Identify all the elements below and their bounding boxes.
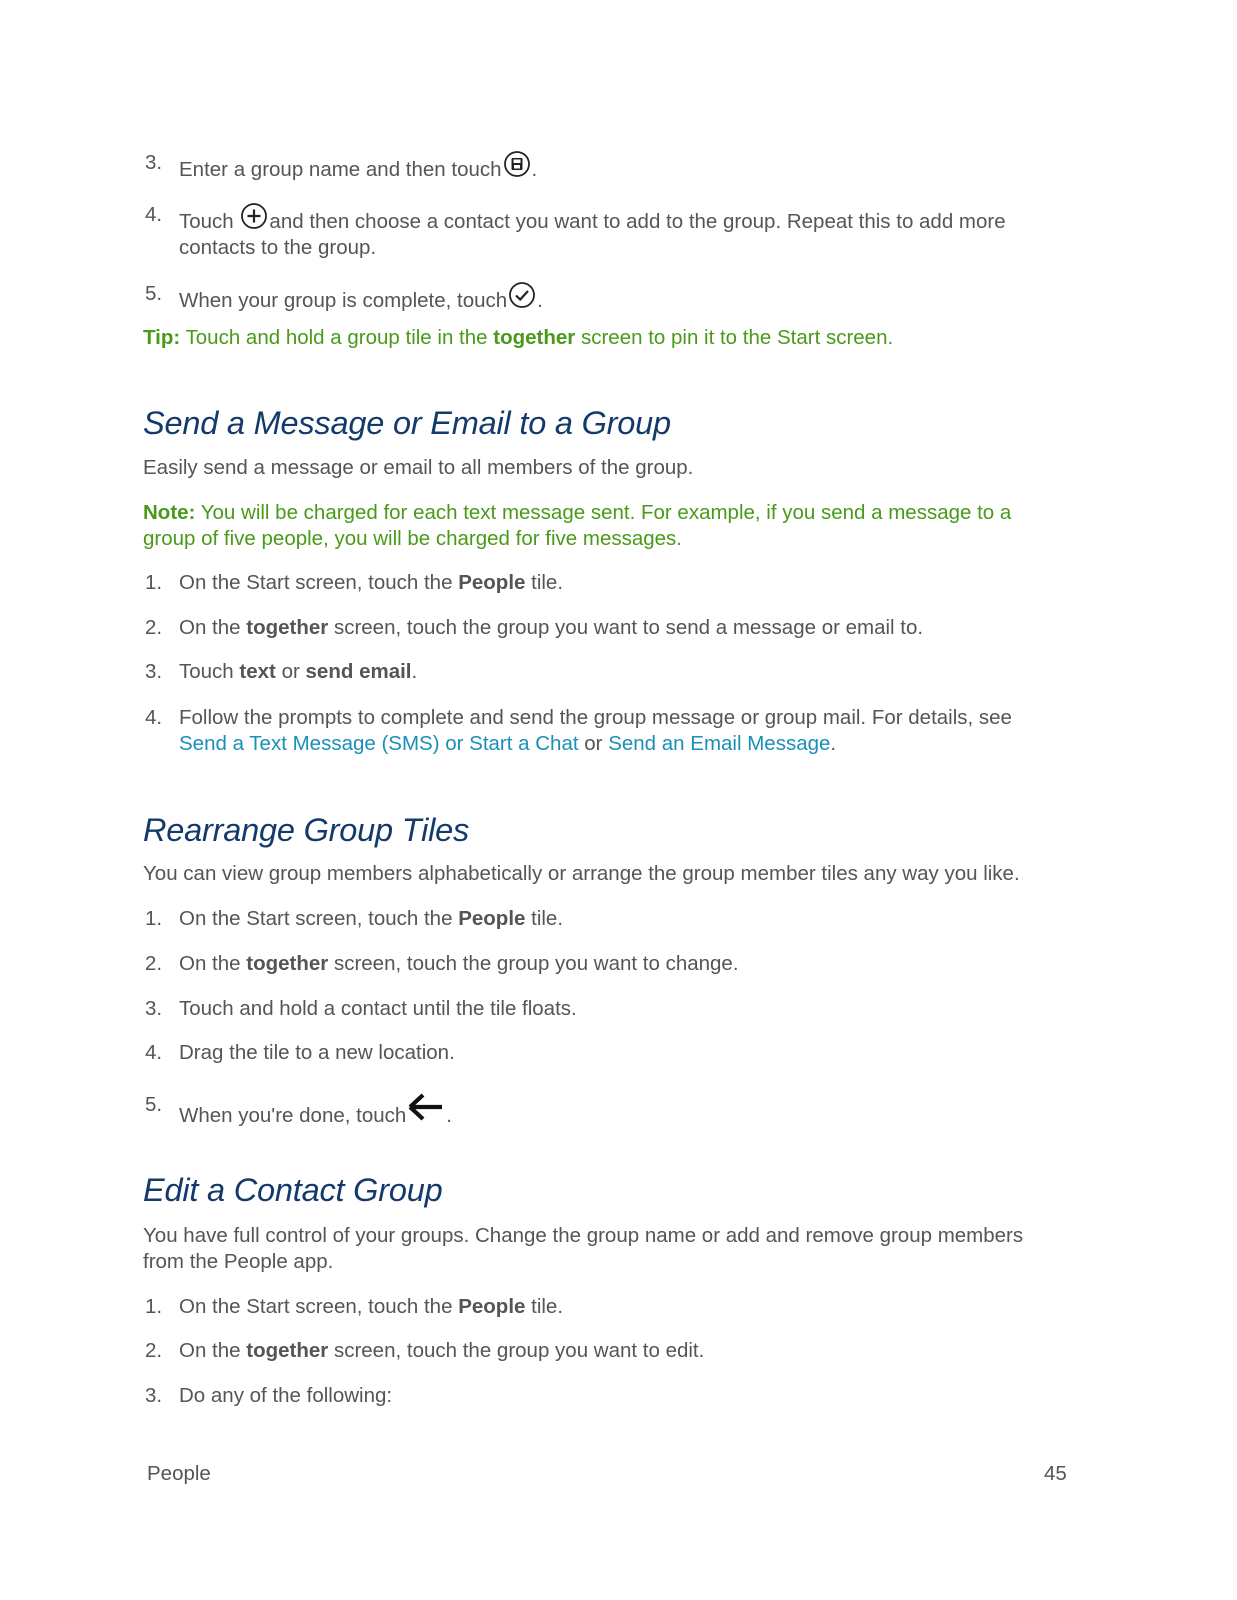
footer-page-number: 45 (1044, 1462, 1067, 1485)
section-intro: Easily send a message or email to all members of the group. (143, 456, 694, 479)
footer-section-name: People (147, 1462, 211, 1485)
link-send-email-message[interactable]: Send an Email Message (608, 732, 831, 755)
save-icon (503, 150, 531, 178)
step-number: 5. (145, 282, 163, 305)
note-text: Note: You will be charged for each text message sent. For example, if you send a message to a group of five people, you will be charged for five messages. (143, 501, 1012, 550)
back-arrow-icon (407, 1092, 445, 1122)
section-heading: Edit a Contact Group (143, 1172, 443, 1208)
document-page: 3. Enter a group name and then touch . 4. Touch and then choose a contact you want to add to the group. Repeat this to add more contacts to the group. 5. When your group is complete, touch . Tip: Touch and hold a group tile in the together screen to pin it to the Start screen. Send a Message or Email to a Group Easily send a message or email to all members of the group. Note: You will be charged for each text message sent. For example, if you send a message to a group of five people, you will be charged for five messages. 1. On the Start screen, touch the People tile. 2. On the together screen, touch the group you want to send a message or email to. 3. Touch text or send email. 4. Follow the prompts to complete and send the group message or group mail. For details, see Send a Text Message (SMS) or Start a Chat or Send an Email Message. Rearrange Group Tiles You can view group members alphabetically or arrange the group member tiles any way you like. 1. On the Start screen, touch the People tile. 2. On the together screen, touch the group you want to change. 3. Touch and hold a contact until the tile floats. 4. Drag the tile to a new location. 5. When you're done, touch . Edit a Contact Group You have full control of your groups. Change the group name or add and remove group members from the People app. 1. On the Start screen, touch the People tile. 2. On the together screen, touch the group you want to edit. 3. Do any of the following: People 45 (143, 151, 1067, 1485)
section-intro: You have full control of your groups. Change the group name or add and remove group members from the People app. (143, 1224, 1024, 1273)
section-heading: Send a Message or Email to a Group (143, 405, 671, 441)
tip-label: Tip: (143, 326, 181, 349)
link-send-text-message[interactable]: Send a Text Message (SMS) or Start a Chat (179, 732, 579, 755)
step-number: 3. (145, 151, 163, 174)
section-intro: You can view group members alphabetically or arrange the group member tiles any way you like. (143, 862, 1020, 885)
section-heading: Rearrange Group Tiles (143, 812, 470, 848)
step-number: 4. (145, 203, 163, 226)
tip-text: Tip: Touch and hold a group tile in the together screen to pin it to the Start screen. (143, 326, 894, 349)
note-label: Note: (143, 501, 196, 524)
check-icon (508, 281, 536, 309)
add-icon (240, 202, 268, 230)
